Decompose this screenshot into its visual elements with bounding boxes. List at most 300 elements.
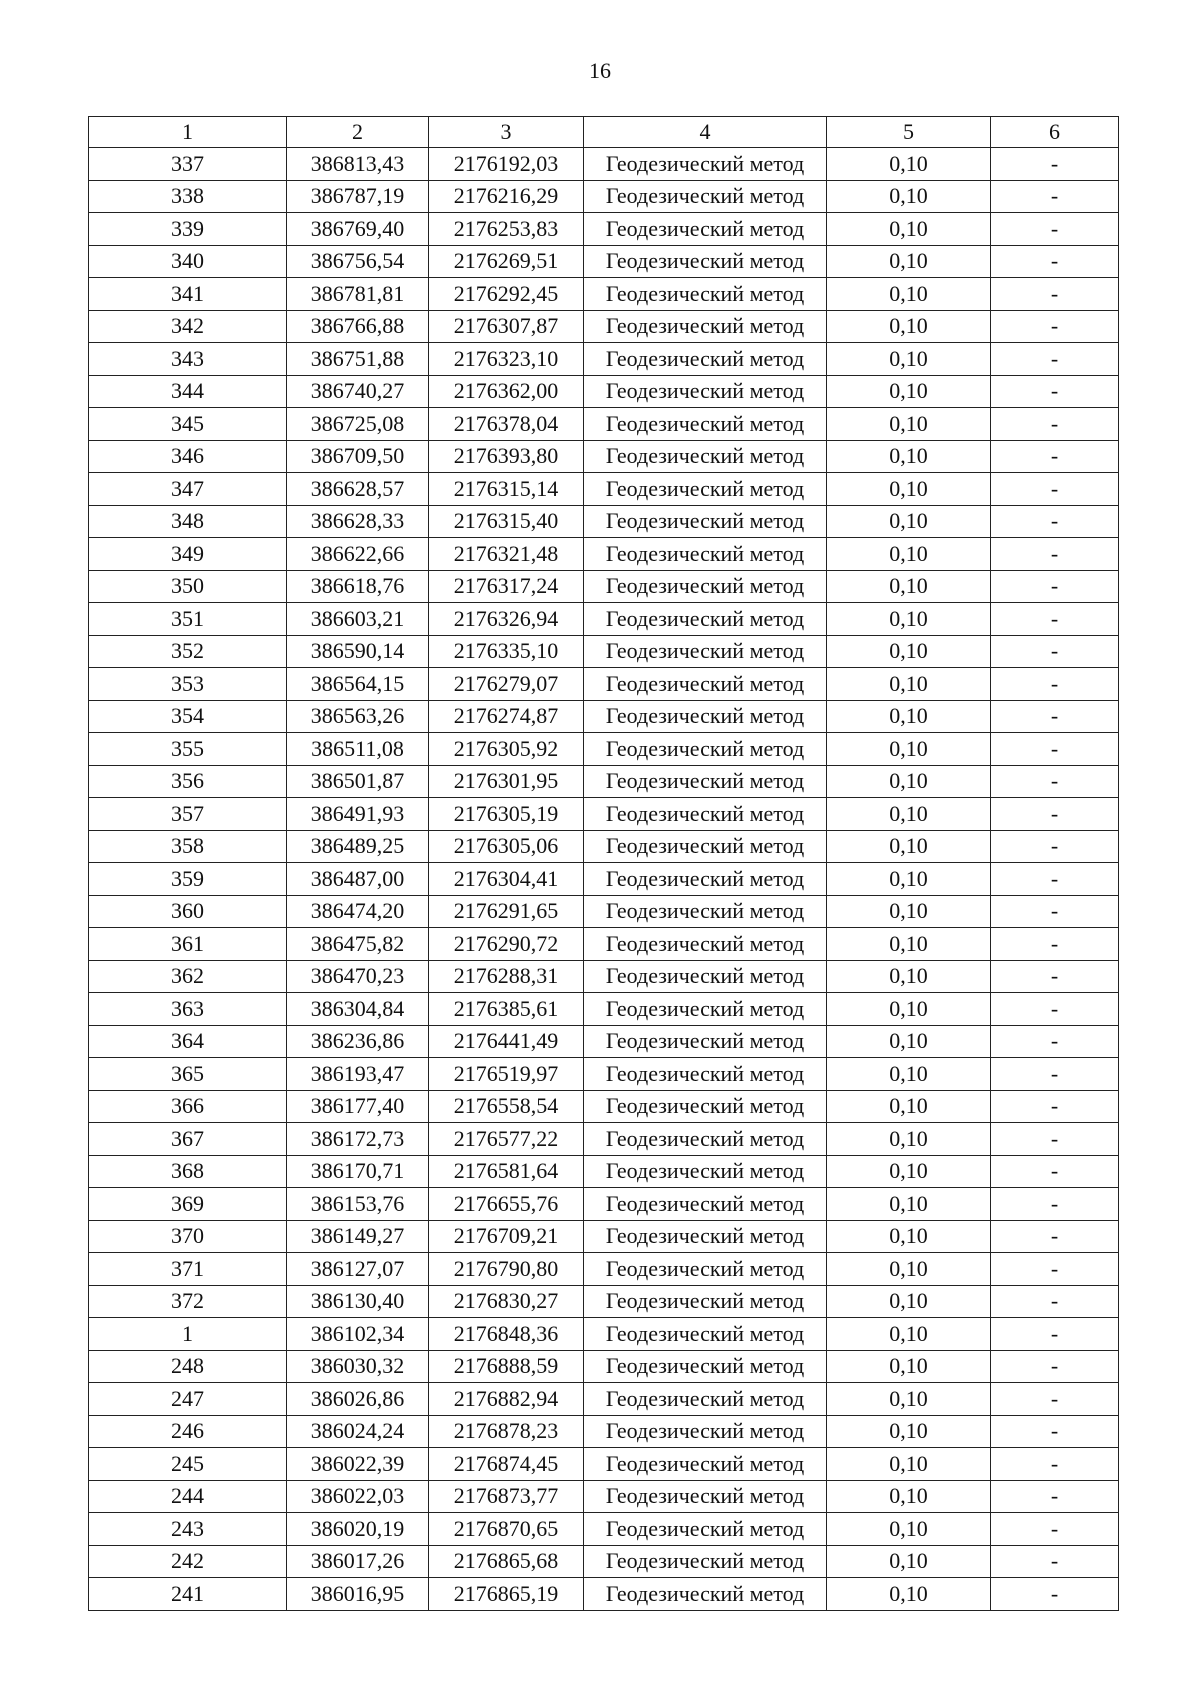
method-cell: Геодезический метод <box>584 473 827 506</box>
point-number-cell: 359 <box>89 863 287 896</box>
point-number-cell: 347 <box>89 473 287 506</box>
y-coordinate-cell: 2176304,41 <box>429 863 584 896</box>
table-row <box>89 148 1119 181</box>
table-row <box>89 1448 1119 1481</box>
table-row <box>89 343 1119 376</box>
note-cell: - <box>991 863 1119 896</box>
y-coordinate-cell: 2176519,97 <box>429 1058 584 1091</box>
point-number-cell: 363 <box>89 993 287 1026</box>
method-cell: Геодезический метод <box>584 1318 827 1351</box>
table-row <box>89 1513 1119 1546</box>
method-cell: Геодезический метод <box>584 960 827 993</box>
x-coordinate-cell: 386628,33 <box>287 505 429 538</box>
table-body <box>89 148 1119 1611</box>
point-number-cell: 339 <box>89 213 287 246</box>
method-cell: Геодезический метод <box>584 343 827 376</box>
method-cell: Геодезический метод <box>584 928 827 961</box>
point-number-cell: 243 <box>89 1513 287 1546</box>
note-cell: - <box>991 213 1119 246</box>
note-cell: - <box>991 375 1119 408</box>
point-number-cell: 367 <box>89 1123 287 1156</box>
accuracy-cell: 0,10 <box>827 1545 991 1578</box>
accuracy-cell: 0,10 <box>827 1480 991 1513</box>
y-coordinate-cell: 2176882,94 <box>429 1383 584 1416</box>
accuracy-cell: 0,10 <box>827 1415 991 1448</box>
method-cell: Геодезический метод <box>584 538 827 571</box>
accuracy-cell: 0,10 <box>827 1318 991 1351</box>
accuracy-cell: 0,10 <box>827 1220 991 1253</box>
point-number-cell: 354 <box>89 700 287 733</box>
y-coordinate-cell: 2176323,10 <box>429 343 584 376</box>
method-cell: Геодезический метод <box>584 798 827 831</box>
method-cell: Геодезический метод <box>584 733 827 766</box>
x-coordinate-cell: 386149,27 <box>287 1220 429 1253</box>
x-coordinate-cell: 386177,40 <box>287 1090 429 1123</box>
point-number-cell: 360 <box>89 895 287 928</box>
table-row <box>89 863 1119 896</box>
x-coordinate-cell: 386474,20 <box>287 895 429 928</box>
table-row <box>89 278 1119 311</box>
y-coordinate-cell: 2176558,54 <box>429 1090 584 1123</box>
column-header: 3 <box>429 117 584 148</box>
point-number-cell: 370 <box>89 1220 287 1253</box>
table-row <box>89 408 1119 441</box>
table-row <box>89 1415 1119 1448</box>
method-cell: Геодезический метод <box>584 1513 827 1546</box>
point-number-cell: 366 <box>89 1090 287 1123</box>
method-cell: Геодезический метод <box>584 505 827 538</box>
y-coordinate-cell: 2176291,65 <box>429 895 584 928</box>
accuracy-cell: 0,10 <box>827 1090 991 1123</box>
method-cell: Геодезический метод <box>584 1155 827 1188</box>
y-coordinate-cell: 2176292,45 <box>429 278 584 311</box>
point-number-cell: 357 <box>89 798 287 831</box>
note-cell: - <box>991 1090 1119 1123</box>
x-coordinate-cell: 386170,71 <box>287 1155 429 1188</box>
x-coordinate-cell: 386024,24 <box>287 1415 429 1448</box>
method-cell: Геодезический метод <box>584 895 827 928</box>
table-row <box>89 213 1119 246</box>
x-coordinate-cell: 386563,26 <box>287 700 429 733</box>
note-cell: - <box>991 440 1119 473</box>
note-cell: - <box>991 1188 1119 1221</box>
note-cell: - <box>991 473 1119 506</box>
x-coordinate-cell: 386017,26 <box>287 1545 429 1578</box>
point-number-cell: 369 <box>89 1188 287 1221</box>
accuracy-cell: 0,10 <box>827 310 991 343</box>
accuracy-cell: 0,10 <box>827 765 991 798</box>
method-cell: Геодезический метод <box>584 603 827 636</box>
x-coordinate-cell: 386501,87 <box>287 765 429 798</box>
accuracy-cell: 0,10 <box>827 343 991 376</box>
x-coordinate-cell: 386022,39 <box>287 1448 429 1481</box>
point-number-cell: 1 <box>89 1318 287 1351</box>
x-coordinate-cell: 386756,54 <box>287 245 429 278</box>
method-cell: Геодезический метод <box>584 440 827 473</box>
y-coordinate-cell: 2176216,29 <box>429 180 584 213</box>
point-number-cell: 368 <box>89 1155 287 1188</box>
x-coordinate-cell: 386766,88 <box>287 310 429 343</box>
accuracy-cell: 0,10 <box>827 928 991 961</box>
accuracy-cell: 0,10 <box>827 700 991 733</box>
note-cell: - <box>991 343 1119 376</box>
y-coordinate-cell: 2176315,40 <box>429 505 584 538</box>
table-row <box>89 733 1119 766</box>
accuracy-cell: 0,10 <box>827 1448 991 1481</box>
x-coordinate-cell: 386603,21 <box>287 603 429 636</box>
accuracy-cell: 0,10 <box>827 1383 991 1416</box>
y-coordinate-cell: 2176581,64 <box>429 1155 584 1188</box>
y-coordinate-cell: 2176655,76 <box>429 1188 584 1221</box>
point-number-cell: 340 <box>89 245 287 278</box>
y-coordinate-cell: 2176315,14 <box>429 473 584 506</box>
note-cell: - <box>991 1220 1119 1253</box>
accuracy-cell: 0,10 <box>827 408 991 441</box>
y-coordinate-cell: 2176865,19 <box>429 1578 584 1611</box>
method-cell: Геодезический метод <box>584 375 827 408</box>
point-number-cell: 351 <box>89 603 287 636</box>
accuracy-cell: 0,10 <box>827 1188 991 1221</box>
table-row <box>89 440 1119 473</box>
note-cell: - <box>991 1513 1119 1546</box>
table-row <box>89 1350 1119 1383</box>
note-cell: - <box>991 148 1119 181</box>
method-cell: Геодезический метод <box>584 180 827 213</box>
note-cell: - <box>991 1448 1119 1481</box>
point-number-cell: 338 <box>89 180 287 213</box>
table-row <box>89 1090 1119 1123</box>
y-coordinate-cell: 2176441,49 <box>429 1025 584 1058</box>
column-header: 1 <box>89 117 287 148</box>
point-number-cell: 371 <box>89 1253 287 1286</box>
x-coordinate-cell: 386618,76 <box>287 570 429 603</box>
x-coordinate-cell: 386172,73 <box>287 1123 429 1156</box>
x-coordinate-cell: 386130,40 <box>287 1285 429 1318</box>
table-row <box>89 505 1119 538</box>
column-header: 6 <box>991 117 1119 148</box>
accuracy-cell: 0,10 <box>827 473 991 506</box>
method-cell: Геодезический метод <box>584 213 827 246</box>
accuracy-cell: 0,10 <box>827 180 991 213</box>
coordinates-table <box>88 116 1119 1611</box>
accuracy-cell: 0,10 <box>827 1513 991 1546</box>
y-coordinate-cell: 2176577,22 <box>429 1123 584 1156</box>
note-cell: - <box>991 635 1119 668</box>
y-coordinate-cell: 2176317,24 <box>429 570 584 603</box>
accuracy-cell: 0,10 <box>827 733 991 766</box>
method-cell: Геодезический метод <box>584 1188 827 1221</box>
x-coordinate-cell: 386236,86 <box>287 1025 429 1058</box>
method-cell: Геодезический метод <box>584 1480 827 1513</box>
x-coordinate-cell: 386590,14 <box>287 635 429 668</box>
method-cell: Геодезический метод <box>584 1350 827 1383</box>
note-cell: - <box>991 798 1119 831</box>
x-coordinate-cell: 386725,08 <box>287 408 429 441</box>
point-number-cell: 365 <box>89 1058 287 1091</box>
table-row <box>89 603 1119 636</box>
accuracy-cell: 0,10 <box>827 213 991 246</box>
x-coordinate-cell: 386127,07 <box>287 1253 429 1286</box>
note-cell: - <box>991 1123 1119 1156</box>
accuracy-cell: 0,10 <box>827 798 991 831</box>
x-coordinate-cell: 386153,76 <box>287 1188 429 1221</box>
table-row <box>89 1123 1119 1156</box>
table-row <box>89 375 1119 408</box>
x-coordinate-cell: 386564,15 <box>287 668 429 701</box>
table-row <box>89 1155 1119 1188</box>
y-coordinate-cell: 2176301,95 <box>429 765 584 798</box>
accuracy-cell: 0,10 <box>827 375 991 408</box>
table-row <box>89 1285 1119 1318</box>
x-coordinate-cell: 386030,32 <box>287 1350 429 1383</box>
point-number-cell: 356 <box>89 765 287 798</box>
y-coordinate-cell: 2176874,45 <box>429 1448 584 1481</box>
accuracy-cell: 0,10 <box>827 440 991 473</box>
x-coordinate-cell: 386026,86 <box>287 1383 429 1416</box>
accuracy-cell: 0,10 <box>827 1123 991 1156</box>
y-coordinate-cell: 2176362,00 <box>429 375 584 408</box>
x-coordinate-cell: 386102,34 <box>287 1318 429 1351</box>
accuracy-cell: 0,10 <box>827 993 991 1026</box>
y-coordinate-cell: 2176385,61 <box>429 993 584 1026</box>
y-coordinate-cell: 2176873,77 <box>429 1480 584 1513</box>
x-coordinate-cell: 386491,93 <box>287 798 429 831</box>
table-row <box>89 960 1119 993</box>
x-coordinate-cell: 386751,88 <box>287 343 429 376</box>
x-coordinate-cell: 386193,47 <box>287 1058 429 1091</box>
method-cell: Геодезический метод <box>584 1123 827 1156</box>
note-cell: - <box>991 570 1119 603</box>
point-number-cell: 362 <box>89 960 287 993</box>
table-row <box>89 993 1119 1026</box>
x-coordinate-cell: 386781,81 <box>287 278 429 311</box>
accuracy-cell: 0,10 <box>827 1350 991 1383</box>
method-cell: Геодезический метод <box>584 830 827 863</box>
method-cell: Геодезический метод <box>584 1448 827 1481</box>
point-number-cell: 337 <box>89 148 287 181</box>
accuracy-cell: 0,10 <box>827 278 991 311</box>
x-coordinate-cell: 386022,03 <box>287 1480 429 1513</box>
point-number-cell: 248 <box>89 1350 287 1383</box>
y-coordinate-cell: 2176870,65 <box>429 1513 584 1546</box>
method-cell: Геодезический метод <box>584 1415 827 1448</box>
x-coordinate-cell: 386511,08 <box>287 733 429 766</box>
point-number-cell: 345 <box>89 408 287 441</box>
note-cell: - <box>991 1318 1119 1351</box>
y-coordinate-cell: 2176335,10 <box>429 635 584 668</box>
x-coordinate-cell: 386628,57 <box>287 473 429 506</box>
y-coordinate-cell: 2176305,19 <box>429 798 584 831</box>
method-cell: Геодезический метод <box>584 863 827 896</box>
accuracy-cell: 0,10 <box>827 895 991 928</box>
y-coordinate-cell: 2176279,07 <box>429 668 584 701</box>
x-coordinate-cell: 386787,19 <box>287 180 429 213</box>
table-row <box>89 635 1119 668</box>
method-cell: Геодезический метод <box>584 245 827 278</box>
column-header: 4 <box>584 117 827 148</box>
table-row <box>89 895 1119 928</box>
accuracy-cell: 0,10 <box>827 538 991 571</box>
method-cell: Геодезический метод <box>584 635 827 668</box>
x-coordinate-cell: 386487,00 <box>287 863 429 896</box>
x-coordinate-cell: 386813,43 <box>287 148 429 181</box>
point-number-cell: 344 <box>89 375 287 408</box>
x-coordinate-cell: 386304,84 <box>287 993 429 1026</box>
x-coordinate-cell: 386475,82 <box>287 928 429 961</box>
y-coordinate-cell: 2176378,04 <box>429 408 584 441</box>
accuracy-cell: 0,10 <box>827 635 991 668</box>
x-coordinate-cell: 386020,19 <box>287 1513 429 1546</box>
y-coordinate-cell: 2176307,87 <box>429 310 584 343</box>
y-coordinate-cell: 2176253,83 <box>429 213 584 246</box>
note-cell: - <box>991 960 1119 993</box>
note-cell: - <box>991 1025 1119 1058</box>
note-cell: - <box>991 993 1119 1026</box>
column-header: 5 <box>827 117 991 148</box>
note-cell: - <box>991 1058 1119 1091</box>
note-cell: - <box>991 1253 1119 1286</box>
point-number-cell: 247 <box>89 1383 287 1416</box>
accuracy-cell: 0,10 <box>827 1253 991 1286</box>
note-cell: - <box>991 830 1119 863</box>
point-number-cell: 353 <box>89 668 287 701</box>
table-row <box>89 180 1119 213</box>
x-coordinate-cell: 386016,95 <box>287 1578 429 1611</box>
method-cell: Геодезический метод <box>584 1058 827 1091</box>
table-row <box>89 830 1119 863</box>
note-cell: - <box>991 603 1119 636</box>
method-cell: Геодезический метод <box>584 570 827 603</box>
method-cell: Геодезический метод <box>584 765 827 798</box>
method-cell: Геодезический метод <box>584 993 827 1026</box>
point-number-cell: 343 <box>89 343 287 376</box>
accuracy-cell: 0,10 <box>827 148 991 181</box>
note-cell: - <box>991 1480 1119 1513</box>
table-row <box>89 1480 1119 1513</box>
table-row <box>89 1025 1119 1058</box>
note-cell: - <box>991 1545 1119 1578</box>
note-cell: - <box>991 668 1119 701</box>
point-number-cell: 372 <box>89 1285 287 1318</box>
point-number-cell: 358 <box>89 830 287 863</box>
point-number-cell: 342 <box>89 310 287 343</box>
table-row <box>89 473 1119 506</box>
method-cell: Геодезический метод <box>584 1220 827 1253</box>
note-cell: - <box>991 278 1119 311</box>
method-cell: Геодезический метод <box>584 310 827 343</box>
note-cell: - <box>991 408 1119 441</box>
x-coordinate-cell: 386740,27 <box>287 375 429 408</box>
x-coordinate-cell: 386709,50 <box>287 440 429 473</box>
note-cell: - <box>991 1578 1119 1611</box>
method-cell: Геодезический метод <box>584 278 827 311</box>
note-cell: - <box>991 733 1119 766</box>
method-cell: Геодезический метод <box>584 700 827 733</box>
accuracy-cell: 0,10 <box>827 960 991 993</box>
note-cell: - <box>991 505 1119 538</box>
accuracy-cell: 0,10 <box>827 830 991 863</box>
y-coordinate-cell: 2176274,87 <box>429 700 584 733</box>
accuracy-cell: 0,10 <box>827 1155 991 1188</box>
x-coordinate-cell: 386489,25 <box>287 830 429 863</box>
y-coordinate-cell: 2176878,23 <box>429 1415 584 1448</box>
point-number-cell: 244 <box>89 1480 287 1513</box>
point-number-cell: 245 <box>89 1448 287 1481</box>
table-row <box>89 765 1119 798</box>
y-coordinate-cell: 2176192,03 <box>429 148 584 181</box>
table-row <box>89 798 1119 831</box>
note-cell: - <box>991 895 1119 928</box>
note-cell: - <box>991 1383 1119 1416</box>
point-number-cell: 364 <box>89 1025 287 1058</box>
method-cell: Геодезический метод <box>584 1025 827 1058</box>
x-coordinate-cell: 386622,66 <box>287 538 429 571</box>
accuracy-cell: 0,10 <box>827 505 991 538</box>
method-cell: Геодезический метод <box>584 148 827 181</box>
method-cell: Геодезический метод <box>584 668 827 701</box>
y-coordinate-cell: 2176848,36 <box>429 1318 584 1351</box>
table-row <box>89 1188 1119 1221</box>
y-coordinate-cell: 2176830,27 <box>429 1285 584 1318</box>
table-row <box>89 245 1119 278</box>
note-cell: - <box>991 1415 1119 1448</box>
point-number-cell: 352 <box>89 635 287 668</box>
table-row <box>89 700 1119 733</box>
table-row <box>89 928 1119 961</box>
y-coordinate-cell: 2176790,80 <box>429 1253 584 1286</box>
accuracy-cell: 0,10 <box>827 1025 991 1058</box>
table-row <box>89 1318 1119 1351</box>
accuracy-cell: 0,10 <box>827 245 991 278</box>
method-cell: Геодезический метод <box>584 408 827 441</box>
y-coordinate-cell: 2176305,06 <box>429 830 584 863</box>
accuracy-cell: 0,10 <box>827 863 991 896</box>
point-number-cell: 350 <box>89 570 287 603</box>
y-coordinate-cell: 2176321,48 <box>429 538 584 571</box>
x-coordinate-cell: 386470,23 <box>287 960 429 993</box>
accuracy-cell: 0,10 <box>827 668 991 701</box>
note-cell: - <box>991 1155 1119 1188</box>
table-row <box>89 310 1119 343</box>
accuracy-cell: 0,10 <box>827 1578 991 1611</box>
point-number-cell: 346 <box>89 440 287 473</box>
table-row <box>89 668 1119 701</box>
table-row <box>89 1545 1119 1578</box>
point-number-cell: 246 <box>89 1415 287 1448</box>
accuracy-cell: 0,10 <box>827 1285 991 1318</box>
note-cell: - <box>991 310 1119 343</box>
note-cell: - <box>991 1350 1119 1383</box>
point-number-cell: 355 <box>89 733 287 766</box>
y-coordinate-cell: 2176288,31 <box>429 960 584 993</box>
point-number-cell: 242 <box>89 1545 287 1578</box>
accuracy-cell: 0,10 <box>827 603 991 636</box>
method-cell: Геодезический метод <box>584 1383 827 1416</box>
column-header: 2 <box>287 117 429 148</box>
note-cell: - <box>991 928 1119 961</box>
note-cell: - <box>991 765 1119 798</box>
method-cell: Геодезический метод <box>584 1090 827 1123</box>
y-coordinate-cell: 2176326,94 <box>429 603 584 636</box>
table-row <box>89 1220 1119 1253</box>
note-cell: - <box>991 700 1119 733</box>
point-number-cell: 341 <box>89 278 287 311</box>
note-cell: - <box>991 180 1119 213</box>
point-number-cell: 361 <box>89 928 287 961</box>
note-cell: - <box>991 245 1119 278</box>
method-cell: Геодезический метод <box>584 1285 827 1318</box>
table-row <box>89 1383 1119 1416</box>
